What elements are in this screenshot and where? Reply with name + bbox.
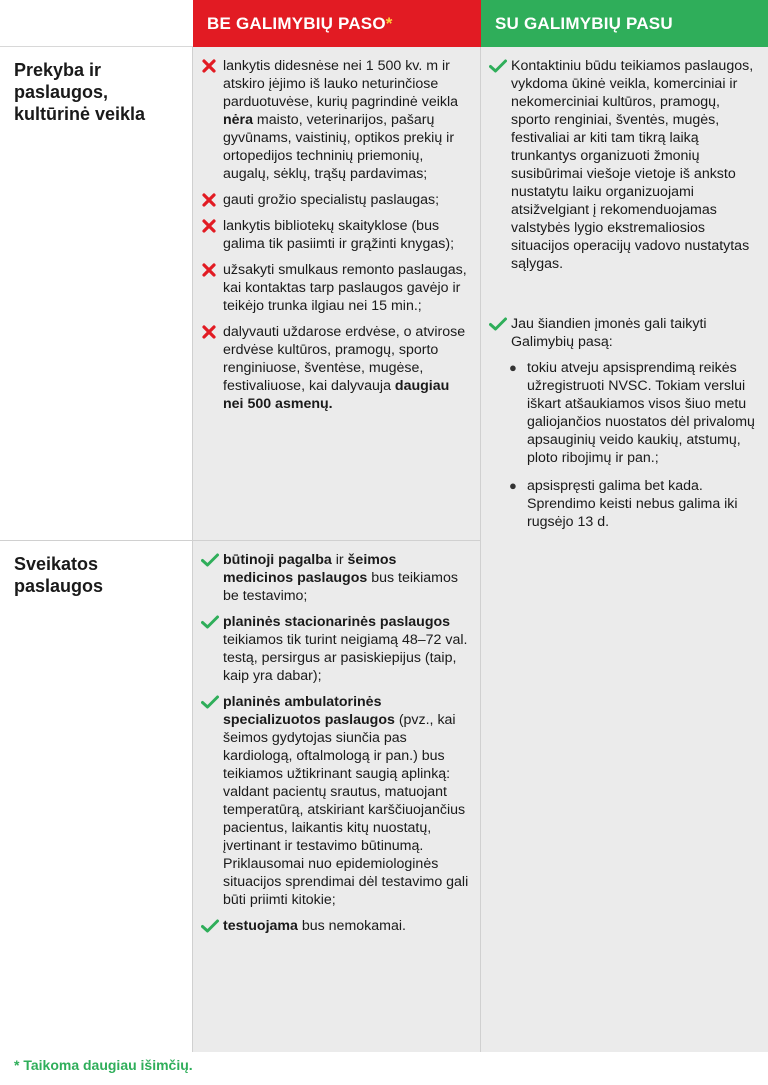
text-run: lankytis bibliotekų skaityklose (bus galima tik pasiimti ir grąžinti knygas);	[223, 218, 455, 252]
bullet-dot-icon: ●	[509, 478, 517, 493]
bullet-item	[509, 359, 758, 467]
header-without-label: BE GALIMYBIŲ PASO	[207, 13, 386, 33]
bold-text: nėra	[223, 112, 253, 128]
cross-icon	[201, 323, 223, 341]
bullet-text: apsispręsti galima bet kada. Sprendimo keisti nebus galima iki rugsėjo 13 d.	[527, 478, 738, 530]
text-run: maisto, veterinarijos, pašarų gyvūnams, vaistinių, optikos prekių ir ortopedijos techninių priemonių, augalų, sėklų, trąšų pardavimas;	[223, 112, 455, 182]
text-run: bus nemokamai.	[297, 918, 406, 934]
restriction-item	[201, 693, 470, 909]
category-health	[0, 541, 193, 1052]
restriction-item	[201, 917, 470, 935]
bold-text: testuojama	[223, 918, 298, 934]
restriction-item	[201, 191, 470, 209]
cross-icon	[201, 191, 223, 209]
footnote: * Taikoma daugiau išimčių.	[14, 1057, 193, 1073]
restriction-text	[223, 917, 470, 935]
restriction-text	[223, 323, 470, 413]
bold-text: daugiau nei 500 asmenų.	[223, 378, 450, 412]
check-icon	[201, 613, 223, 631]
text-run: lankytis didesnėse nei 1 500 kv. m ir atskiro įėjimo iš lauko neturinčiose parduotuvėse, kurių pagrindinė veikla	[223, 58, 459, 110]
restriction-text	[223, 613, 470, 685]
cross-icon	[201, 261, 223, 279]
text-run: užsakyti smulkaus remonto paslaugas, kai kontaktas tarp paslaugos gavėjo ir teikėjo trunka ilgiau nei 15 min.;	[223, 262, 467, 314]
restriction-item	[201, 551, 470, 605]
check-icon	[201, 917, 223, 935]
with-passport-item	[489, 315, 758, 351]
category-label: Sveikatos paslaugos	[14, 554, 104, 596]
check-icon	[489, 57, 511, 75]
restriction-text	[223, 261, 470, 315]
header-with-label: SU GALIMYBIŲ PASU	[495, 13, 673, 33]
bold-text: šeimos medicinos paslaugos	[223, 552, 397, 586]
restriction-item	[201, 57, 470, 183]
restriction-item	[201, 323, 470, 413]
restriction-text	[223, 551, 470, 605]
text-run: dalyvauti uždarose erdvėse, o atvirose erdvėse kultūros, pramogų, sporto renginiuose, šventėse, mugėse, festivaliuose, kai dalyvauja	[223, 324, 466, 394]
check-icon	[201, 551, 223, 569]
text-run: gauti grožio specialistų paslaugas;	[223, 192, 440, 208]
header-blank-cell	[0, 0, 193, 47]
restriction-text	[223, 217, 470, 253]
check-icon	[489, 315, 511, 333]
with-passport-cell	[481, 47, 768, 1052]
bullet-text: tokiu atveju apsisprendimą reikės užregistruoti NVSC. Tokiam verslui iškart atšaukiamos visos šiuo metu galiojančios nuostatos dėl privalomų apsauginių veido kaukių, atstumų, ploto ribojimų ir pan.;	[527, 360, 755, 466]
bold-text: planinės ambulatorinės specializuotos paslaugos	[223, 694, 395, 728]
restrictions-trade-cell	[193, 47, 481, 541]
header-asterisk: *	[385, 13, 393, 33]
with-passport-item	[489, 57, 758, 273]
category-trade-culture	[0, 47, 193, 541]
header-without-passport	[193, 0, 481, 47]
with-passport-text: Kontaktiniu būdu teikiamos paslaugos, vykdoma ūkinė veikla, komerciniai ir nekomerciniai kultūros, pramogų, sporto renginiai, šventės, mugės, festivaliai ar kiti tam tikrą laiką trunkantys organizuoti žmonių susibūrimai viešoje vietoje iš anksto nustatytu laiku organizuojami atsižvelgiant į rekomenduojamas valstybės lygio ekstremaliosios situacijos operacijų vadovo nustatytas sąlygas.	[511, 58, 754, 272]
restriction-item	[201, 217, 470, 253]
restriction-text	[223, 693, 470, 909]
category-label: Prekyba ir paslaugos, kultūrinė veikla	[14, 60, 146, 124]
header-with-passport	[481, 0, 768, 47]
bold-text: planinės stacionarinės paslaugos	[223, 614, 451, 630]
bullet-dot-icon: ●	[509, 360, 517, 375]
restrictions-health-cell	[193, 541, 481, 1052]
restriction-text	[223, 191, 470, 209]
restriction-item	[201, 261, 470, 315]
text-run: (pvz., kai šeimos gydytojas siunčia pas kardiologą, oftalmologą ir pan.) bus teikiamos užtikrinant saugią aplinką: valdant pacientų srautus, matuojant temperatūrą, atskiriant karščiuojančius pacientus, laikantis kitų nuostatų, įvertinant ir testavimo būtinumą. Priklausomai nuo epidemiologinės situacijos sprendimai dėl testavimo gali būti priimti kitokie;	[223, 712, 469, 908]
restriction-item	[201, 613, 470, 685]
bullet-item	[509, 477, 758, 531]
restriction-text	[223, 57, 470, 183]
text-run: teikiamos tik turint neigiamą 48–72 val. testą, persirgus ar pasiskiepijus (taip, kaip yra dabar);	[223, 632, 468, 684]
check-icon	[201, 693, 223, 711]
text-run: bus teikiamos be testavimo;	[223, 570, 458, 604]
with-passport-text: Jau šiandien įmonės gali taikyti Galimybių pasą:	[511, 316, 707, 350]
text-run: ir	[331, 552, 348, 568]
bold-text: būtinoji pagalba	[223, 552, 332, 568]
cross-icon	[201, 217, 223, 235]
cross-icon	[201, 57, 223, 75]
